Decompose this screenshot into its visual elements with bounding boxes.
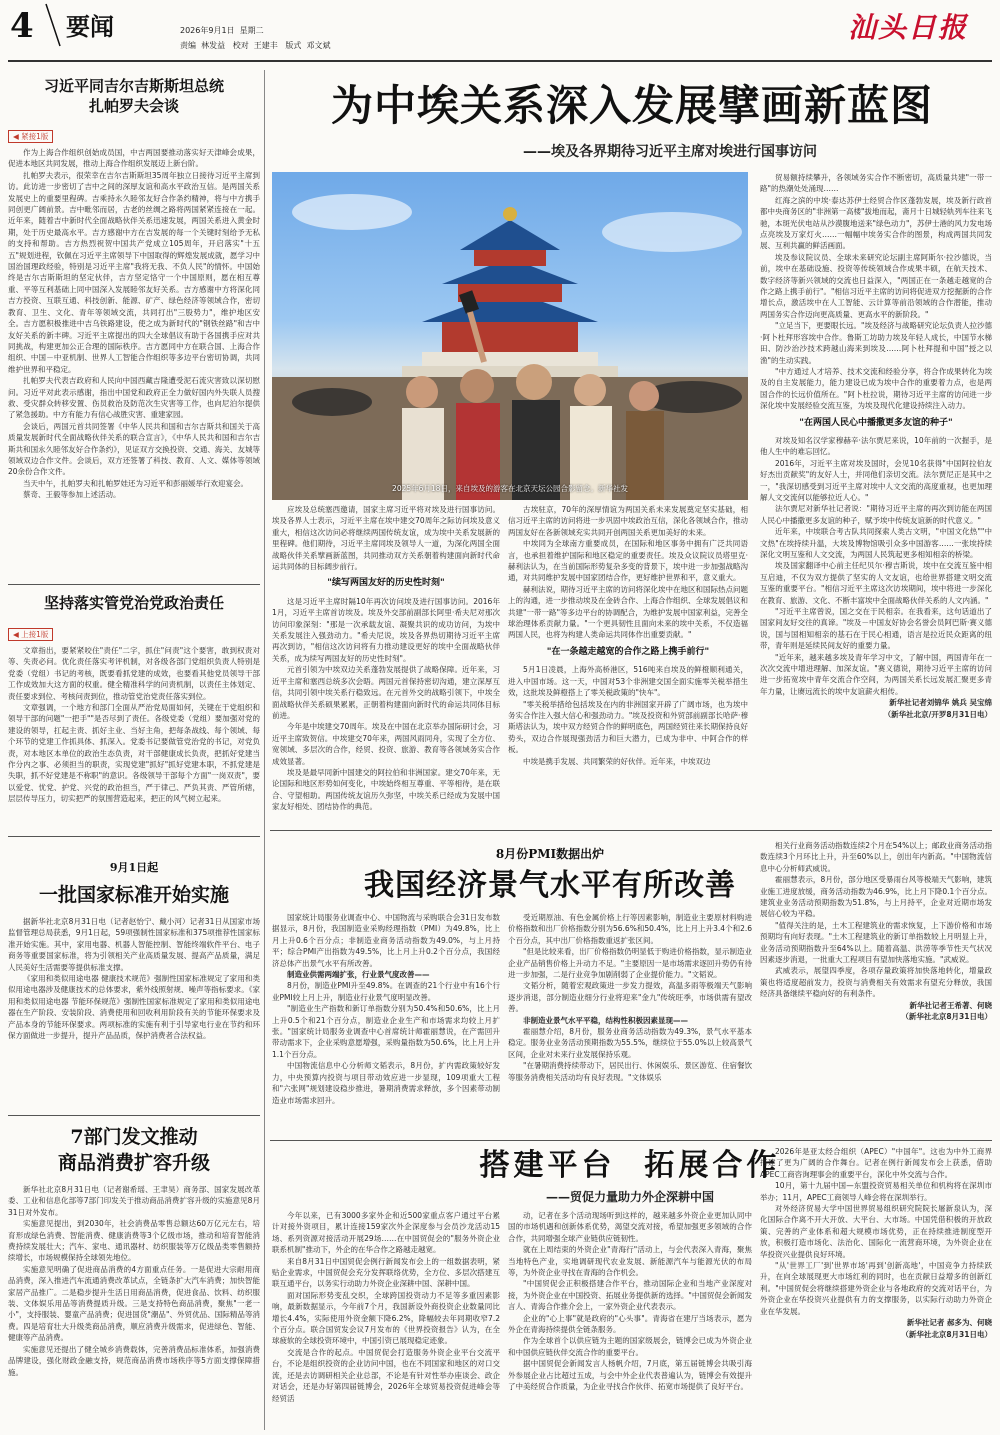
article-body — [8, 147, 260, 501]
divider — [8, 836, 260, 837]
paragraph: 这是习近平主席时隔10年再次访问埃及进行国事访问。2016年1月，习近平主席首访埃及。埃及外交部前副部长阿里·希夫尼对那次访问印象深刻："那是一次承载友谊、凝聚共识的成功访问，为埃中关系发展注入强劲动力。"希夫尼说，埃及各界热切期待习近平主席再次到访，"相信这次访问将有力推动建设更好的埃中全面战略伙伴关系，成为续写两国友好的历史性时刻"。 — [272, 596, 500, 663]
article-title: 坚持落实管党治党政治责任 — [43, 594, 224, 612]
news-photo — [272, 172, 748, 500]
paragraph: 对埃及知名汉学家穆赫辛·法尔贾尼来说，10年前的一次握手，是他人生中的难忘回忆。 — [760, 435, 992, 457]
article-consumption-upgrade — [8, 1118, 260, 1430]
issue-date: 2026年9月1日 星期二 — [180, 26, 264, 35]
title-line-2: 商品消费扩容升级 — [57, 1152, 210, 1174]
paragraph: 来自8月31日中国贸促会例行新闻发布会上的一组数据表明，紧贴企业需求，中国贸促会充分发挥联络优势，全方位、多层次搭建互联互通平台，以务实行动助力外资企业深耕中国、深耕中国。 — [272, 1256, 500, 1289]
paragraph: 霍丽慧介绍，8月份，服务业商务活动指数为49.3%，景气水平基本稳定。服务业业务活动预期指数为55.5%，继续位于55.0%以上较高景气区间，企业对未来行业发展保持乐观。 — [508, 1027, 752, 1059]
lead-column-3 — [760, 172, 992, 822]
byline: 新华社记者刘锦华 姚兵 吴宝绵 — [889, 698, 992, 708]
article-national-standards — [8, 840, 260, 1112]
lead-subheadline: ——埃及各界期待习近平主席对埃进行国事访问 — [523, 144, 817, 160]
section-subheading: "续写两国友好的历史性时刻" — [327, 578, 445, 589]
article-body — [8, 916, 260, 1041]
paragraph: 文章强调，一个地方和部门全面从严治党局面如何，关键在于党组织和领导干部的问题"一把手""是否尽到了责任。各级党委（党组）要加强对党的建设的领导，扛起主责、抓好主业、当好主角，把每条战线、每个领域、每个环节的党建工作抓具体、抓深入。党委书记要做管党治党的书记，对党负责，对本地区本单位的政治生态负责，对干部健康成长负责，把抓好党建当作分内之事、必须担当的职责，实现党建"抓好"抓好党建本职，不抓党建是失职，抓不好党建是不称职"的意识。各级领导干部每个方面"一岗双责"，要以爱党、忧党、护党、兴党的政治担当，严于律己、严负其责、严管所辖，层层传导压力，切实把严的氛围营造起来，把正的风气树立起来。 — [8, 703, 260, 804]
paragraph: 5月1日凌晨，上海外高桥港区，516吨来自埃及的鲜橙顺利通关，进入中国市场。这一天，中国对53个非洲建交国全面实施零关税举措生效，这批埃及鲜橙搭上了零关税政策的"快车"。 — [508, 665, 748, 698]
article-body — [8, 645, 260, 805]
paragraph: 8月份，制造业PMI升至49.8%。在调查的21个行业中有16个行业PMI较上月上升，制造业行业景气度明显改善。 — [272, 981, 500, 1002]
paragraph: 中国物流信息中心分析师文韬表示，8月份，扩内需政策较好发力，中央预算内投资与项目带动效应进一步显现，109项重大工程和"六张网"规划建设稳步推进，暑期消费需求释放，多个因素带动制造业市场需求回升。 — [272, 1061, 500, 1105]
paragraph: 红海之滨的中埃·泰达苏伊士经贸合作区蓬勃发展，埃及新行政首都中央商务区的"非洲第一高楼"拔地而起，斋月十日城轻轨列车往来飞驰，本斑光伏电站从沙漠腹地送来"绿色动力"，苏伊士港的风力发电场点亮埃及万家灯火……一幅幅中埃务实合作的图景，构成两国共同发展、互利共赢的鲜活画面。 — [760, 195, 992, 251]
paragraph: 企业的"心上事"就是政府的"心头事"。青海省在建厅当场表示，愿为外企在青海持续提供全链条服务。 — [508, 1313, 752, 1335]
paragraph: 制造业供需两端扩张，行业景气度改善—— — [287, 970, 430, 980]
column-separator — [264, 70, 265, 1430]
paragraph: 国家统计局服务业调查中心、中国物流与采购联合会31日发布数据显示，8月份，我国制造业采购经理指数（PMI）为49.8%，比上月上升0.6个百分点；非制造业商务活动指数为49.0%，与上月持平；综合PMI产出指数为49.5%，比上月上升0.2个百分点，我国经济总体产出景气水平有所改善。 — [272, 913, 500, 968]
paragraph: 应埃及总统塞西邀请，国家主席习近平将对埃及进行国事访问。埃及各界人士表示，习近平主席在埃中建交70周年之际访问埃及意义重大，相信这次访问必将继续两国传统友谊，成为埃中关系发展新的里程碑。他们期待，习近平主席同埃及领导人一道，为深化两国全面战略伙伴关系擘画新蓝图，共同推动双方关系朝着构建面向新时代命运共同体的目标阔步前行。 — [272, 505, 500, 572]
paragraph: 作为上海合作组织创始成员国，中吉两国要推动落实好天津峰会成果，促进本地区共同发展，推动上海合作组织发展迈上新台阶。 — [8, 148, 260, 169]
paragraph: 中埃是携手发展、共同繁荣的好伙伴。近年来，中埃双边 — [523, 756, 711, 766]
paragraph: 文韬分析，随着宏观政策进一步发力提效，高温多雨等极端天气影响逐步消退，部分制造业细分行业将迎来"金九"传统旺季，市场供需有望改善。 — [508, 981, 752, 1014]
divider — [8, 1115, 260, 1116]
trade-subheadline: ——贸促力量助力外企深耕中国 — [545, 1190, 714, 1204]
paragraph: 对外经济贸易大学中国世界贸易组织研究院院长屠新泉认为，深化国际合作离不开大开放、大平台、大市场。中国凭借积极的开放政策、完善的产业体系和超大规模市场优势，正在持续推进制度型开放，积极打造市场化、法治化、国际化一流营商环境，为外资企业在华投资兴业提供良好环境。 — [760, 1204, 992, 1259]
paragraph: 受近期原油、有色金属价格上行等因素影响，制造业主要原材料购进价格指数和出厂价格指数分别为56.6%和50.4%，比上月上升3.4个和2.6个百分点，其中出厂价格指数重返扩张区间。 — [508, 913, 752, 945]
paragraph: "习近平主席曾说，国之交在于民相亲。在我看来，这句话道出了国家间友好交往的真谛。"埃及－中国友好协会名誉会员阿巴斯·赛义德说，国与国相知相亲的基石在于民心相通，语言是拉近民众距离的纽带，青年则是延续民间友好的重要力量。 — [760, 607, 992, 651]
paragraph: 实施意见明确了促进商品消费的4方面重点任务。一是促进大宗耐用商品消费，深入推进汽车流通消费改革试点，全链条扩大汽车消费；加快智能家居产品推广。二是稳步提升生活日用商品消费，促进食品、饮料、纺织服装、文体娱乐用品等消费提质升级。三是支持特色商品消费，聚焦"一老一小"，支持服装、婴童产品消费；促进国货"潮品"、外贸优品、国际精品等消费。四是培育壮大升级类商品消费，顺应消费升级需求，促进绿色、智能、健康等产品消费。 — [8, 1264, 260, 1343]
paragraph: 就在上周结束的外资企业"青海行"活动上，与会代表深入青海，聚焦当地特色产业，实地调研现代农业发展、新能源汽车与能源光伏的布局等，为外资企业寻找在青海的合作机会。 — [508, 1245, 752, 1278]
divider — [8, 584, 260, 585]
article-title — [8, 1124, 260, 1176]
paragraph: 中埃同为全球南方重要成员，在国际和地区事务中拥有广泛共同语言，也承担着维护国际和地区稳定的重要责任。埃及众议院议员塔里克·赫利法认为，在当前国际形势复杂多变的背景下，埃中进一步加强战略沟通，对共同维护发展中国家团结合作，更好维护世界和平，意义重大。 — [508, 539, 748, 583]
editorial-staff: 责编 林发益 校对 王建丰 版式 邓文斌 — [180, 41, 331, 50]
pmi-column-1 — [272, 912, 500, 1136]
paragraph: 实施意见还提出了健全城乡消费载体，完善消费品标准体系，加强消费品牌建设，强化财政金融支持，规范商品消费市场秩序等5方面支撑保障措施。 — [8, 1344, 260, 1377]
trade-column-3 — [760, 1146, 992, 1430]
section-name: 要闻 — [66, 13, 114, 41]
section-subheading: "在两国人民心中播撒更多友谊的种子" — [799, 417, 953, 428]
paragraph: 法尔贾尼对新华社记者说："期待习近平主席的再次到访能在两国人民心中播撒更多友谊的种子，赋予埃中传统友谊新的时代意义。" — [760, 504, 992, 525]
paragraph: 2026年是亚太经合组织（APEC）"中国年"。这也为中外工商界搭建了更为广阔的合作舞台。记者在例行新闻发布会上获悉，借助APEC工商咨询理事会的重要平台，深化中外交流与合作。 — [760, 1147, 992, 1179]
trade-headline: 搭建平台 拓展合作 — [479, 1148, 781, 1183]
paragraph: 今年是中埃建交70周年。埃及在中国在北京举办国际研讨会，习近平主席致贺信。中埃建交70年来，两国风雨同舟，实现了全方位、宽领域、多层次的合作，经贸、投资、旅游、教育等各领域务实合作成效显著。 — [272, 722, 500, 766]
paragraph: 扎帕罗夫表示，很荣幸在吉尔吉斯斯坦35周年独立日接待习近平主席到访。此访进一步密切了吉中之间的深厚友谊和高水平政治互信。是两国关系发展史上的重要里程碑。吉乘持永久睦邻友好合作条约精神，将与中方携手同创更广阔前景。吉中毗邻而居，古老的丝绸之路将两国紧紧连接在一起。近年来，随着吉中新时代全面战略伙伴关系迅速发展，两国关系进入黄金时期，处于历史最高水平。吉方感谢中方在吉发展的每一个关键时刻给予无私的支持和帮助。吉方热烈祝贺中国共产党成立105周年，开启落实"十五五"规划进程，钦佩在习近平主席领导下中国取得的辉煌发展成就，愿学习中国治国理政经验，特别是习近平主席"我将无我、不负人民"的情怀。中国始终是吉尔吉斯斯坦的坚定伙伴，吉方坚定恪守一个中国原则，愿在相互尊重、平等互利基础上同中国深入发展睦邻友好关系。吉方感谢中方将深化同吉方投资、互联互通、科技创新、能源、矿产、绿色经济等领域合作，密切教育、卫生、文化、青年等领域交流，共同打出"三股势力"，维护地区安全。吉方愿积极推进中吉乌铁路建设，使之成为新时代的"钢铁丝路"和吉中友好关系的新丰碑。习近平主席提出的四大全球倡议有助于各国携手应对共同挑战，构建更加公正合理的国际秩序。吉方愿同中方在联合国、上海合作组织、中国－中亚机制、世界人工智能合作组织等多边平台密切协调，共同维护世界和平稳定。 — [8, 170, 260, 374]
paragraph: 埃及国家翻译中心前主任纪贝尔·穆吉斯说，埃中在交流互鉴中相互启迪，不仅为双方提供了坚实的人文友谊，也给世界搭建文明交流互鉴的重要平台。"相信习近平主席这次访埃期间，埃中将进一步深化在教育、旅游、文化、不断丰富埃中全面战略伙伴关系的人文内涵。" — [760, 561, 992, 605]
paragraph: "零关税举措给包括埃及在内的非洲国家开辟了广阔市场，也为埃中务实合作注入强大信心和强劲动力。"埃及投资和外贸部前副部长哈萨·穆斯塔法认为，埃中双方经贸合作的鲜明底色，两国经贸往来长期保持良好势头，双边合作展现强劲活力和巨大潜力，已成为非中、中阿合作的样板。 — [508, 699, 748, 755]
title-line-1: 习近平同吉尔吉斯斯坦总统 — [43, 77, 224, 95]
article-kicker: 9月1日起 — [109, 861, 159, 874]
jump-tag[interactable]: ◀ 紧接1版 — [8, 130, 53, 143]
paragraph: 扎帕罗夫代表吉政府和人民向中国西藏吉隆遭受泥石流灾害致以深切慰问。习近平对此表示感谢，指出中国党和政府正全力做好国内外失联人员搜救、受灾群众转移安置、伤员救治及防范次生灾害等工作，也向尼泊尔提供了紧急援助。中方有能力有信心战胜灾害、重建家园。 — [8, 376, 260, 420]
jump-tag[interactable]: ◀ 上接1版 — [8, 628, 53, 641]
paragraph: 2016年，习近平主席对埃及国时，会见10名获得"中国阿拉伯友好杰出贡献奖"的友好人士，并同他们亲切交流。法尔贾尼正是其中之一，"我深切感受到习近平主席对埃中人文交流的高度重视，也更加理解人文交流何以能够拉近人心。" — [760, 458, 992, 502]
paragraph: "中方通过人才培养、技术交流和经验分享，将合作成果转化为埃及的自主发展能力，能力建设已成为埃中合作的重要着力点，也是两国合作的长远价值所在。"阿卜杜拉说，期待习近平主席的访问进一步深化埃中发展经验交流互鉴，为埃及现代化建设持续注入动力。 — [760, 366, 992, 411]
paragraph: 今年以来，已有3000多家外企和近500家重点客户通过平台累计对接外资项目，累计连接159家次外企深度参与会员沙龙活动15场、系列资源对接活动开展29场……在中国贸促会的"服务外资企业联系机制"推动下，外企的在华合作之路越走越宽。 — [272, 1211, 500, 1255]
pmi-column-2 — [508, 912, 752, 1136]
paragraph: "从'世界工厂'到'世界市场'再到'创新高地'，中国竞争力持续跃升，在向全球展现更大市场红利的同时，也在贡献日益增多的创新红利。"中国贸促会将继续搭建外资企业与各地政府的交流对话平台，为外资企业在华投资兴业提供有力的支撑服务，以实际行动助力外资企业在华发展。 — [760, 1261, 992, 1316]
paragraph: 蔡奇、王毅等参加上述活动。 — [23, 490, 121, 500]
masthead — [0, 0, 1000, 70]
paragraph: 面对国际形势变乱交织，全球跨国投资动力不足等多重因素影响，最新数据显示，今年前7个月，我国新设外商投资企业数量同比增长4.4%，实际使用外资金额下降6.2%，降幅较去年同期收窄7.2个百分点。联合国贸发会议7月发布的《世界投资报告》认为，在全球疲软的全球投资环境中，中国引资已展现稳定迹象。 — [272, 1290, 500, 1346]
paragraph: 相关行业商务活动指数连续2个月在54%以上；邮政业商务活动指数连续3个月环比上升，升至60%以上，创出年内新高。"中国物流信息中心分析师武威说。 — [760, 841, 992, 873]
paragraph: 据中国贸促会新闻发言人杨帆介绍，7月底，第五届链博会共吸引海外参展企业占比超过五成，与会中外企业代表普遍认为，链博会有效提升了中美经贸合作质量，为企业寻找合作伙伴、拓宽市场提供了良好平台。 — [508, 1359, 752, 1392]
trade-column-2 — [508, 1210, 752, 1430]
article-title: 一批国家标准开始实施 — [38, 884, 229, 906]
temple-of-heaven-scene — [272, 172, 748, 500]
paragraph: 10月，第十九届中国—东盟投资贸易相关单位和机构将在深圳市举办；11月，APEC工商领导人峰会将在深圳举行。 — [760, 1181, 992, 1202]
article-title — [8, 76, 260, 116]
pmi-headline: 我国经济景气水平有所改善 — [364, 868, 736, 903]
paragraph: "制造业生产指数和新订单指数分别为50.4%和50.6%，比上月上升0.5个和21个百分点，制造业企业生产和市场需求均较上月扩张。"国家统计局服务业调查中心首席统计师霍丽慧说，在产需回升带动需求下，企业采购意愿增强，采购量指数为50.6%，比上月上升1.1个百分点。 — [272, 1004, 500, 1059]
photo-caption: 2025年6月18日，来自埃及的游客在北京天坛公园合影留念。新华社发 — [392, 484, 628, 493]
article-body — [8, 1184, 260, 1378]
paragraph: 赫利法说，期待习近平主席的访问将深化埃中在地区和国际热点问题上的沟通，进一步推动埃及在金砖合作、上海合作组织、全球发展倡议和共建"一带一路"等多边平台的协调配合，为维护发展中国家利益，完善全球治理体系贡献力量。"一个更具韧性且面向未来的埃中关系，不仅造福两国人民，也将为构建人类命运共同体作出重要贡献。" — [508, 584, 748, 640]
page-number: 4 — [10, 6, 34, 46]
section-subheading: "在一条越走越宽的合作之路上携手前行" — [546, 646, 710, 657]
title-line-2: 扎帕罗夫会谈 — [88, 97, 179, 115]
masthead-rule — [8, 60, 992, 62]
title-line-1: 7部门发文推动 — [70, 1126, 198, 1148]
article-xi-kyrgyz — [8, 70, 260, 580]
divider — [270, 830, 992, 831]
lead-column-2 — [508, 504, 748, 824]
divider — [270, 1140, 992, 1141]
paragraph: 霍丽慧表示，8月份，部分地区受暴雨台风等极端天气影响，建筑业施工进度放缓，商务活动指数为46.9%，比上月下降0.1个百分点。建筑业业务活动预期指数为51.8%，与上月持平，企业对近期市场发展信心较为平稳。 — [760, 875, 992, 919]
paragraph: 非制造业景气水平平稳，结构性积极因素显现—— — [523, 1015, 688, 1025]
trade-column-1 — [272, 1210, 500, 1430]
paragraph: 交流是合作的起点。中国贸促会打造服务外资企业平台交流平台，不论是组织投资的企业访问中国，也在不同国家和地区的对口交流，还是去访调研相关企业总部，不论是有针对性举办座谈会、政企对话会，还是办好第四届链博会，2026年全球贸易投资促进峰会等经贸活 — [272, 1347, 500, 1403]
paragraph: 文章指出，要紧紧咬住"责任"二字，抓住"问责"这个要害，敢到权责对等、失责必问。优化责任落实考评机制，对各级各部门党组织负责人特别是党委（党组）书记的考核，既要看抓党建的成效，也要看其他党员领导干部工作成效加大这方面的权重。健全精准科学的问责机制，以责任主体划定、责任要求到位、考核问责到位，推动管党治党责任落实到位。 — [8, 646, 260, 701]
paragraph: 会谈后，两国元首共同签署《中华人民共和国和吉尔吉斯共和国关于高质量发展新时代全面战略伙伴关系的联合宣言》，《中华人民共和国和吉尔吉斯共和国永久睦邻友好合作条约》，见证双方交换投资、交通、海关、友城等领域双边合作文件。会谈后，双方还签署了科技、教育、人文、媒体等领域20余份合作文件。 — [8, 421, 260, 477]
paragraph: 埃及是最早同新中国建交的阿拉伯和非洲国家。建交70年来，无论国际和地区形势如何变化，中埃始终相互尊重、平等相待，是在联合、守望相助。两国传统友谊历久弥坚，中埃关系已经成为发展中国家友好相处、团结协作的典范。 — [272, 767, 500, 812]
dateline-credit: （新华社北京8月31日电） — [901, 1012, 992, 1022]
paragraph: "近年来，越来越多埃及青年学习中文，了解中国，两国青年在一次次交流中增进理解、加深友谊。"赛义德说，期待习近平主席的访问进一步拓宽埃中青年交流合作空间，为两国关系长远发展汇聚更多青年力量，让赓远流长的埃中友谊薪火相传。 — [760, 652, 992, 696]
paragraph: 《家用和类似用途电器 健康技术规范》强制性国家标准规定了家用和类似用途电器涉及健康技术的总体要求，紫外线照射规、噪声等指标要求。《家用和类似用途电器 节能环保规范》强制性国家标准规定了家用和类似用途电器在生产阶段、安装阶段、消费使用和回收利用阶段有关的节能环保要求及产品本身的节能环保要求。两项标准的实施有利于引导家电行业在节约和环保方面做进一步提升，提升产品品质，保护消费者合法权益。 — [8, 974, 260, 1041]
paragraph: "在暑期消费持续带动下，居民出行、休闲娱乐、景区游览、住宿餐饮等服务消费相关活动均有良好表现。"文体娱乐 — [508, 1061, 752, 1082]
paragraph: 实施意见提出，到2030年，社会消费品零售总额达60万亿元左右，培育形成绿色消费、智能消费、健康消费等3个亿级市场，推动和培育智能消费持续发展壮大；汽车、家电、通讯器材、纺织服装等万亿级品类零售额持续增长，市场规模保持全球领先地位。 — [8, 1219, 260, 1263]
paragraph: 古埃驻京，70年的深厚情谊为两国关系未来发展奠定坚实基础，相信习近平主席的访问将进一步巩固中埃政治互信，深化各领域合作，推动两国友好在各新领域充实共同开创两国关系更加美好的未来。 — [508, 505, 748, 537]
byline: 新华社记者 郝多为、何晓 — [906, 1318, 992, 1328]
paragraph: "值得关注的是，土木工程建筑业的需求恢复，上下游价格和市场预期均有向好表现。"土木工程建筑业的新订单指数较上月明显上升，业务活动预期指数升至64%以上。随着高温、洪涝等季节性天气状况因素逐步消退，一批重大工程项目有望加快落地实施。"武威说。 — [760, 920, 992, 965]
article-party-responsibility — [8, 588, 260, 833]
paragraph: "但是比较来看，出厂价格指数仍明显低于购进价格指数，显示制造业企业产品销售价格上升动力不足。"主要原因一是市场需求逐回升势仍有待进一步加强，二是行业竞争加剧削弱了企业提价能力。"文韬说。 — [508, 947, 752, 980]
paragraph: 动，记者在多个活动现场听到这样的，越来越多外资企业更加认同中国的市场机遇和创新体系优势，渴望交流对接，希望加强更多领域的合作合作，共同增强全球产业链供应链韧性。 — [508, 1211, 752, 1243]
pmi-kicker: 8月份PMI数据出炉 — [495, 847, 605, 861]
paragraph: 元首引领为中埃双边关系蓬勃发展提供了战略保障。近年来，习近平主席和塞西总统多次会晤。两国元首保持密切沟通，建立深厚互信，共同引领中埃关系行稳致远。在元首外交的战略引领下，中埃全面战略伙伴关系硕果累累，正朝着构建面向新时代的命运共同体目标前进。 — [272, 665, 500, 720]
paragraph: "中国贸促会正积极搭建合作平台，推动国际企业和当地产业深度对接，为外资企业在中国投资、拓展业务提供新的选择。"中国贸促会新闻发言人、青海合作推介会上，一家外资企业代表表示。 — [508, 1279, 752, 1312]
byline: 新华社记者王希著、何晓 — [909, 1000, 992, 1010]
paragraph: 当天中午，扎帕罗夫和扎帕罗娃还为习近平和彭丽媛举行欢迎宴会。 — [23, 478, 248, 488]
pmi-column-3 — [760, 840, 992, 1136]
paragraph: "立足当下，更要眼长远。"埃及经济与战略研究论坛负责人拉沙德·阿卜杜拜形容埃中合作。鲁斯工坊助力埃及年轻人成长，中国节水梯田、防沙治沙技术跨越山海来到埃及……阿卜杜拜提和中国"授之以渔"的生动实践。 — [760, 321, 992, 365]
dateline-credit: （新华社北京8月31日电） — [901, 1329, 992, 1339]
newspaper-logo: 汕头日报 — [848, 11, 969, 44]
paragraph: 埃及参议院议员、全球未来研究论坛副主席阿斯尔·拉沙德说，当前，埃中在基础设施、投资等传统领域合作成果丰硕，在航天技术、数字经济等新兴领域的交流也日益深入，"两国正在一条越走越宽的合作之路上携手前行"。"相信习近平主席的访问将促进双方挖掘新的合作增长点，激活埃中在人工智能、云计算等前沿领域的合作潜能，推动两国务实合作迈向更高质量、更高水平的新阶段。" — [760, 252, 992, 319]
dateline-credit: （新华社北京/开罗8月31日电） — [883, 709, 992, 719]
paragraph: 武威表示，展望四季度，各项存量政策将加快落地转化，增量政策也将适度超前发力，投资与消费相关有效需求有望充分释放，我国经济具备继续平稳向好的有利条件。 — [760, 966, 992, 999]
paragraph: 新华社北京8月31日电（记者谢希瑶、王聿昊）商务部、国家发展改革委、工业和信息化部等7部门印发关于推动商品消费扩容升级的实施意见8月31日对外发布。 — [8, 1185, 260, 1217]
paragraph: 据新华社北京8月31日电（记者赵怡宁、戴小河）记者31日从国家市场监督管理总局获悉，9月1日起，59项强制性国家标准和375项推荐性国家标准开始实施。其中，家用电器、机器人智能控制、智能终端软件平台、电子商务等重要国家标准，将为引领相关产业高质量发展、提高产品质量，满足人民美好生活需要等提供标准支撑。 — [8, 917, 260, 972]
paragraph: 作为全球首个以供应链为主题的国家级展会，链博会已成为外资企业和中国供应链伙伴交流合作的重要平台。 — [508, 1336, 752, 1357]
paragraph: 贸易额持续攀升，各领域务实合作不断密切，高质量共建"一带一路"的热潮处处涌现…… — [760, 173, 992, 194]
paragraph: 近年来，中埃联合考古队共同探索人类古文明，"中国文化热""中文热"在埃持续升温，大埃及博物馆吸引众多中国游客……一张埃持续深化文明互鉴和人文交流，为两国人民筑起更多相知相亲的桥梁。 — [760, 527, 992, 559]
lead-headline: 为中埃关系深入发展擘画新蓝图 — [330, 81, 933, 130]
page-divider-slash — [44, 2, 62, 48]
lead-column-1 — [272, 504, 500, 824]
